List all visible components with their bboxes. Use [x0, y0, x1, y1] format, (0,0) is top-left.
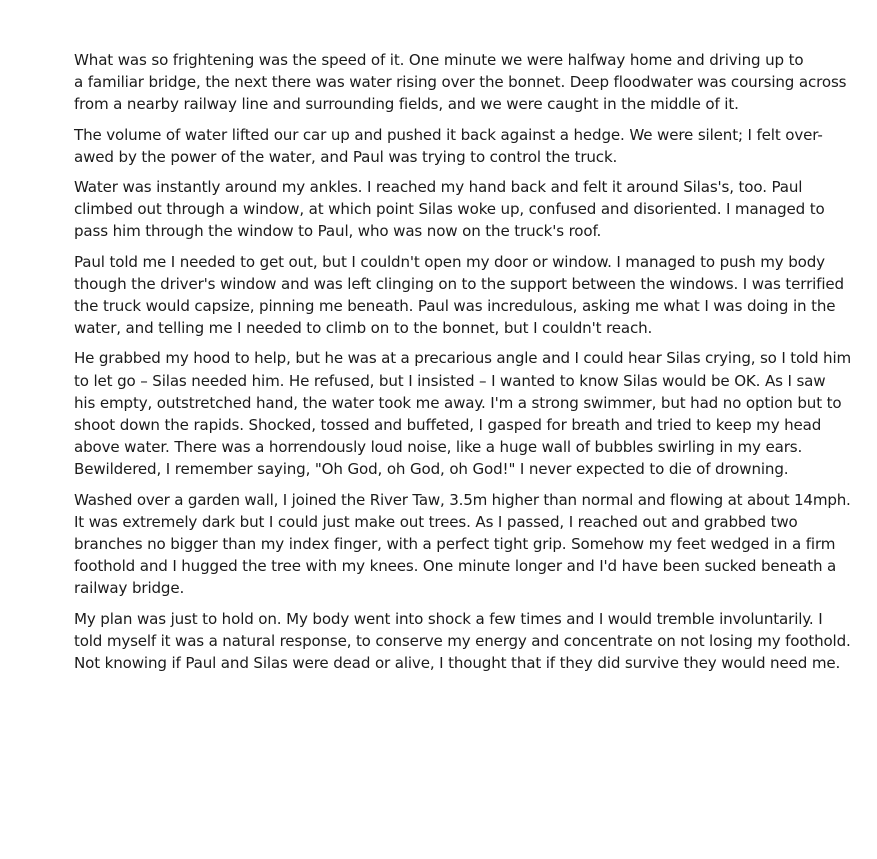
- paragraph-line: to let go – Silas needed him. He refused, but I insisted – I wanted to know Silas would be OK. As I saw: [74, 371, 826, 390]
- paragraph-4: [74, 251, 852, 340]
- paragraph-line: told myself it was a natural response, to conserve my energy and concentrate on not losing my foothold.: [74, 631, 851, 650]
- paragraph-line: Water was instantly around my ankles. I reached my hand back and felt it around Silas's, too. Paul: [74, 178, 803, 197]
- paragraph-line: Not knowing if Paul and Silas were dead or alive, I thought that if they did survive they would need me.: [74, 654, 841, 673]
- paragraph-line: He grabbed my hood to help, but he was at a precarious angle and I could hear Silas crying, so I told him: [74, 349, 851, 368]
- paragraph-line: Washed over a garden wall, I joined the River Taw, 3.5m higher than normal and flowing at about 14mph.: [74, 490, 851, 509]
- paragraph-line: My plan was just to hold on. My body went into shock a few times and I would tremble involuntarily. I: [74, 609, 823, 628]
- paragraph-line: though the driver's window and was left clinging on to the support between the windows. I was terrified: [74, 274, 844, 293]
- paragraph-line: pass him through the window to Paul, who was now on the truck's roof.: [74, 222, 602, 241]
- paragraph-line: above water. There was a horrendously loud noise, like a huge wall of bubbles swirling in my ears.: [74, 438, 803, 457]
- paragraph-3: [74, 176, 852, 243]
- paragraph-5: [74, 347, 852, 480]
- paragraph-line: awed by the power of the water, and Paul was trying to control the truck.: [74, 147, 618, 166]
- paragraph-line: foothold and I hugged the tree with my knees. One minute longer and I'd have been sucked beneath a: [74, 557, 837, 576]
- paragraph-7: [74, 608, 852, 675]
- paragraph-line: Bewildered, I remember saying, "Oh God, oh God, oh God!" I never expected to die of drowning.: [74, 460, 789, 479]
- paragraph-line: Paul told me I needed to get out, but I couldn't open my door or window. I managed to push my body: [74, 252, 825, 271]
- paragraph-line: a familiar bridge, the next there was water rising over the bonnet. Deep floodwater was coursing across: [74, 73, 847, 92]
- paragraph-line: railway bridge.: [74, 579, 185, 598]
- paragraph-line: climbed out through a window, at which point Silas woke up, confused and disoriented. I managed to: [74, 200, 825, 219]
- paragraph-line: What was so frightening was the speed of it. One minute we were halfway home and driving up to: [74, 51, 804, 69]
- paragraph-line: The volume of water lifted our car up and pushed it back against a hedge. We were silent; I felt over-: [74, 125, 823, 144]
- paragraph-line: shoot down the rapids. Shocked, tossed and buffeted, I gasped for breath and tried to keep my head: [74, 416, 822, 435]
- paragraph-1: [74, 49, 852, 116]
- paragraph-line: water, and telling me I needed to climb on to the bonnet, but I couldn't reach.: [74, 319, 653, 338]
- paragraph-line: It was extremely dark but I could just make out trees. As I passed, I reached out and grabbed two: [74, 512, 798, 531]
- paragraph-line: from a nearby railway line and surrounding fields, and we were caught in the middle of it.: [74, 95, 739, 114]
- article-body: [74, 49, 852, 682]
- paragraph-line: his empty, outstretched hand, the water took me away. I'm a strong swimmer, but had no option but to: [74, 393, 842, 412]
- paragraph-line: branches no bigger than my index finger, with a perfect tight grip. Somehow my feet wedged in a firm: [74, 535, 836, 554]
- paragraph-6: [74, 489, 852, 600]
- paragraph-2: [74, 124, 852, 168]
- paragraph-line: the truck would capsize, pinning me beneath. Paul was incredulous, asking me what I was doing in the: [74, 297, 836, 316]
